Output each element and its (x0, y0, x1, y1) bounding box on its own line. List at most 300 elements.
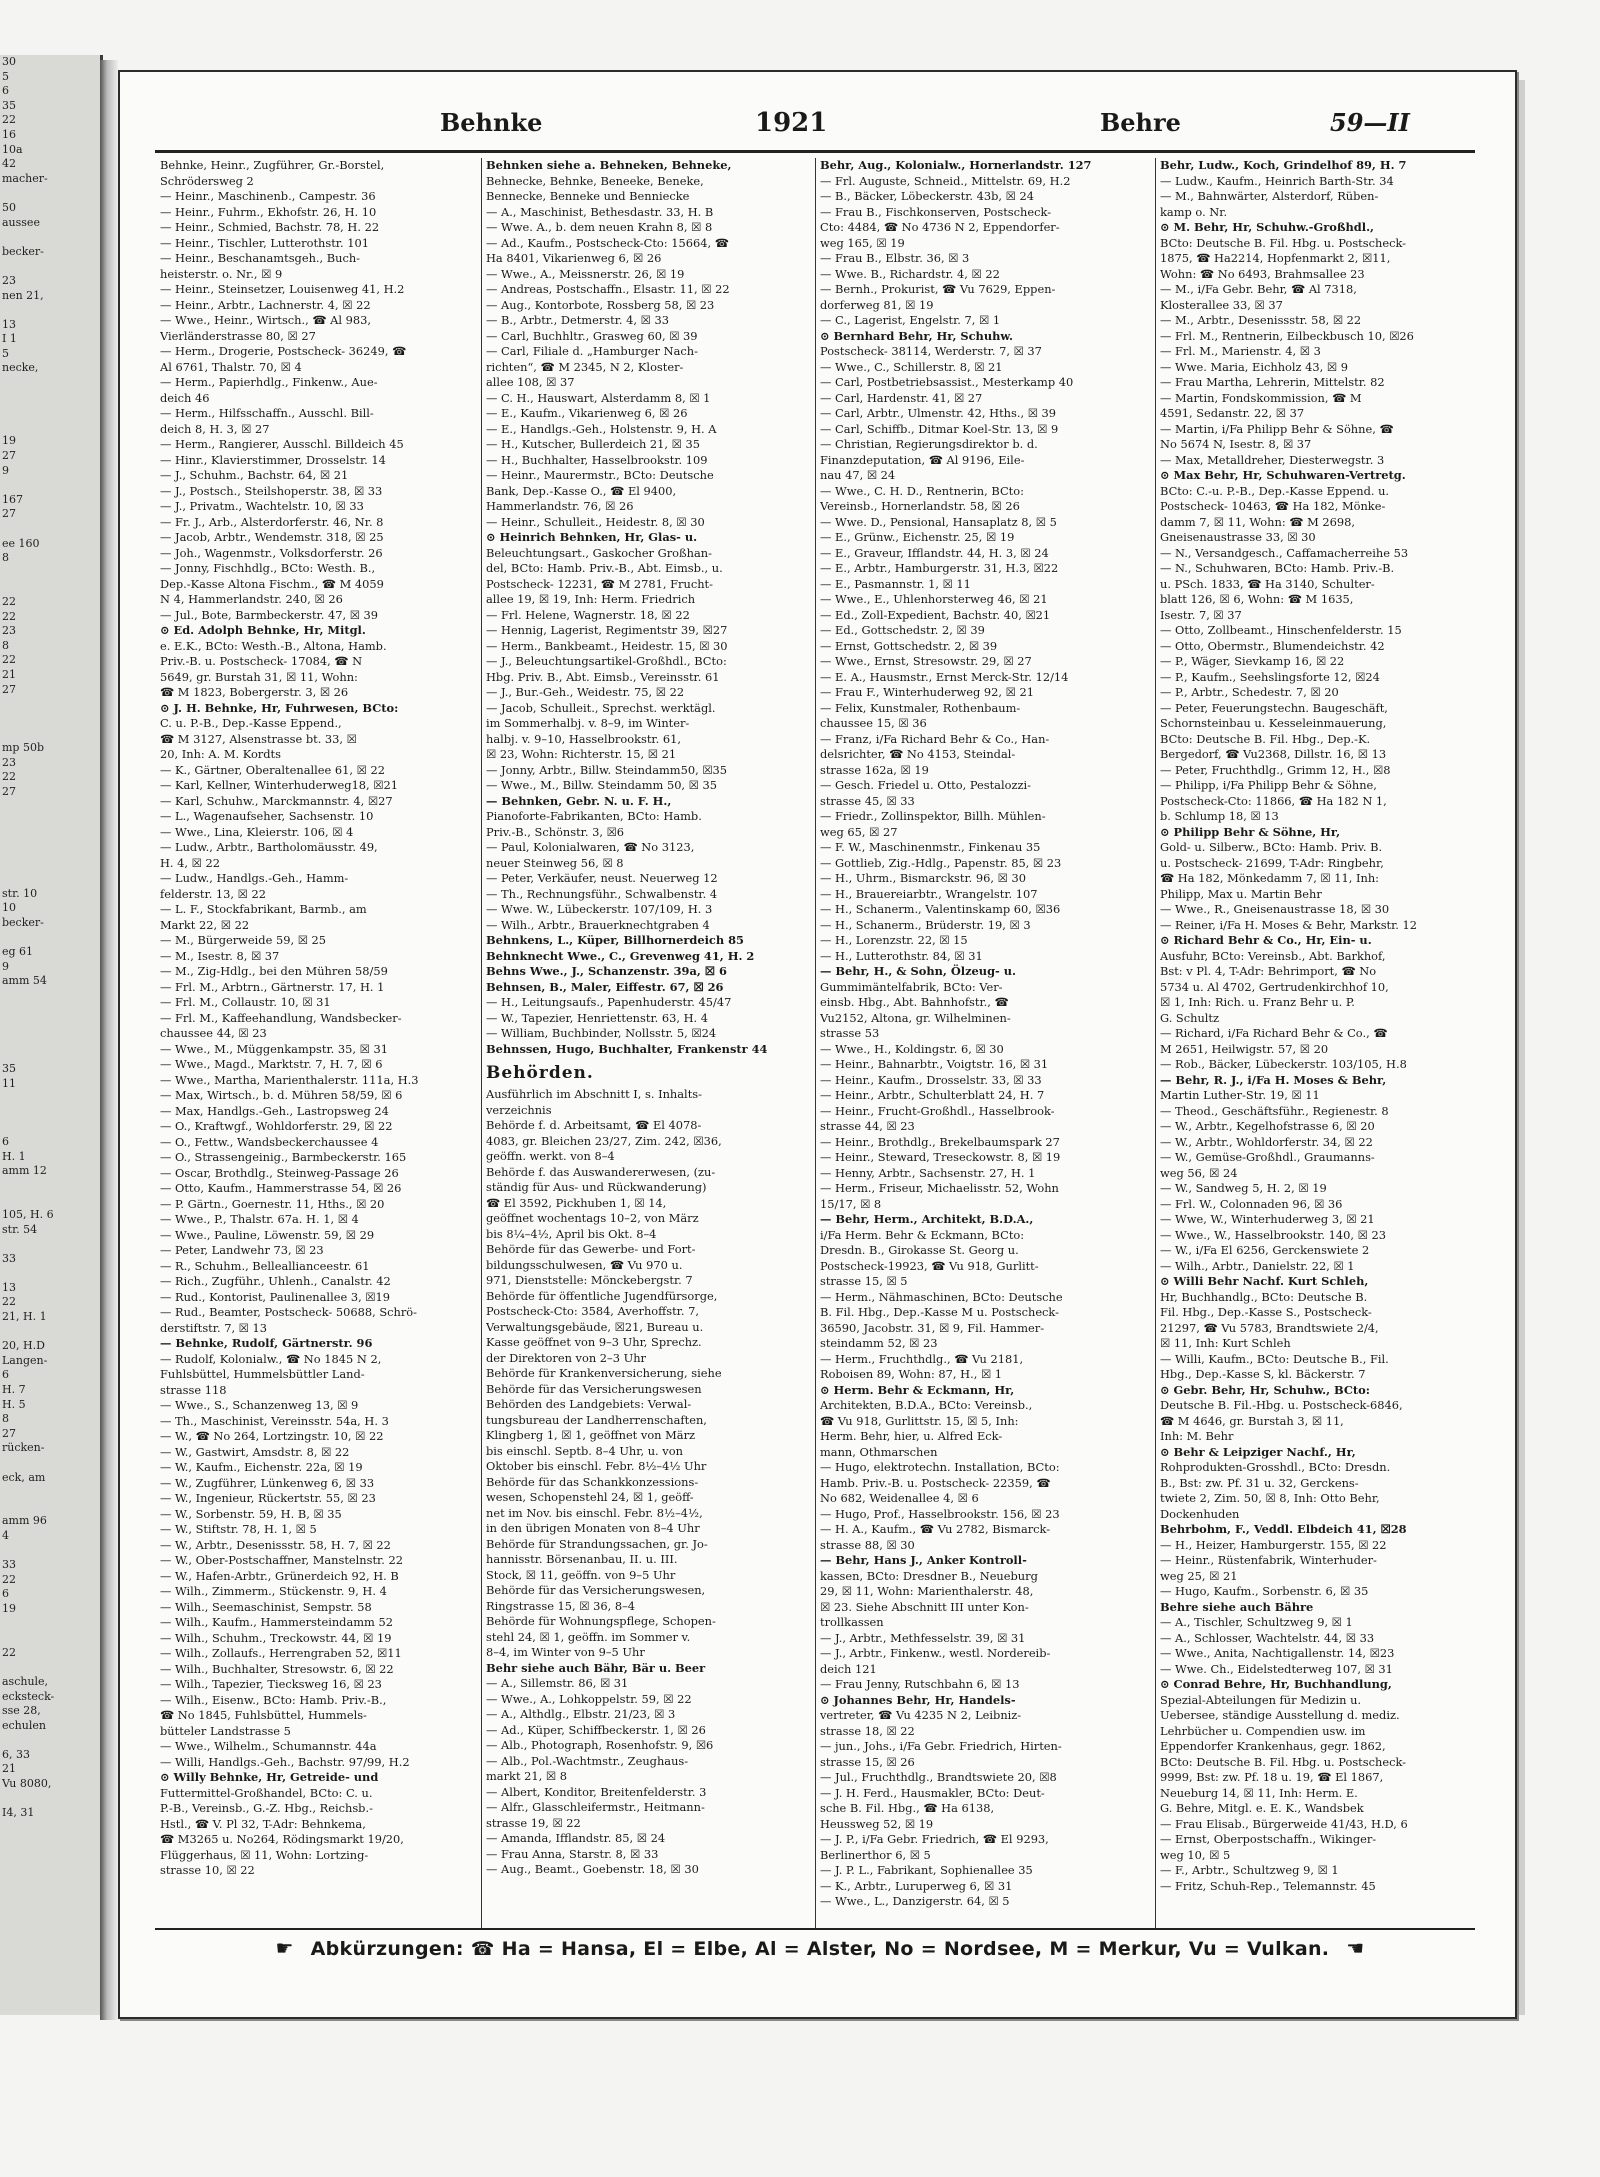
facing-page-fragment: mp 50b (2, 740, 45, 754)
directory-entry: Spezial-Abteilungen für Medizin u. (1160, 1692, 1362, 1707)
column-1 (160, 158, 478, 1928)
directory-entry: — Martin, Fondskommission, ☎ M (1160, 390, 1362, 405)
directory-entry: ☒ 11, Inh: Kurt Schleh (1160, 1336, 1291, 1350)
directory-entry: Behörde für Strandungssachen, gr. Jo- (486, 1536, 708, 1551)
directory-entry: strasse 44, ☒ 23 (820, 1119, 915, 1133)
facing-page-fragment: 22 (2, 1645, 16, 1659)
directory-entry: del, BCto: Hamb. Priv.-B., Abt. Eimsb., u. (486, 561, 723, 575)
directory-entry: 971, Dienststelle: Mönckebergstr. 7 (486, 1273, 693, 1287)
directory-entry: strasse 162a, ☒ 19 (820, 762, 929, 777)
directory-entry: Futtermittel-Großhandel, BCto: C. u. (160, 1785, 373, 1800)
directory-entry: — J., Bur.-Geh., Weidestr. 75, ☒ 22 (486, 685, 685, 699)
directory-entry: Dep.-Kasse Altona Fischm., ☎ M 4059 (160, 576, 384, 591)
facing-page-fragment: I 1 (2, 332, 17, 346)
directory-entry: BCto: Deutsche B. Fil. Hbg. u. Postscheck- (1160, 235, 1406, 250)
directory-entry: chaussee 44, ☒ 23 (160, 1026, 267, 1040)
facing-page-fragment (0, 1047, 100, 1062)
facing-page-fragment: 5 (2, 346, 9, 360)
directory-entry: — H., Heizer, Hamburgerstr. 155, ☒ 22 (1160, 1537, 1387, 1552)
directory-entry: Beleuchtungsart., Gaskocher Großhan- (486, 545, 712, 560)
book-gutter (100, 60, 118, 2020)
facing-page-fragment: 27 (2, 682, 16, 696)
directory-entry: ☎ M 1823, Bobergerstr. 3, ☒ 26 (160, 685, 349, 699)
directory-entry: — Max, Wirtsch., b. d. Mühren 58/59, ☒ 6 (160, 1088, 403, 1102)
directory-entry: — Wwe., Ernst, Stresowstr. 29, ☒ 27 (820, 654, 1032, 668)
facing-page-fragment: 10a (2, 142, 23, 156)
directory-entry: strasse 15, ☒ 5 (820, 1274, 908, 1288)
directory-entry: — Max, Metalldreher, Diesterwegstr. 3 (1160, 452, 1385, 467)
directory-entry: weg 65, ☒ 27 (820, 824, 898, 839)
directory-entry: — Wwe., H., Koldingstr. 6, ☒ 30 (820, 1041, 1004, 1056)
facing-page-fragment: 22 (2, 1295, 16, 1309)
directory-entry: Pianoforte-Fabrikanten, BCto: Hamb. (486, 809, 702, 823)
directory-entry: Neueburg 14, ☒ 11, Inh: Herm. E. (1160, 1785, 1358, 1800)
directory-entry: — Theod., Geschäftsführ., Regienestr. 8 (1160, 1103, 1389, 1118)
directory-entry: Behörde f. das Auswandererwesen, (zu- (486, 1164, 716, 1179)
facing-page-fragment: 6, 33 (2, 1747, 30, 1761)
directory-entry: — Frau Elisab., Bürgerweide 41/43, H.D, 6 (1160, 1816, 1408, 1831)
directory-entry: — Ludw., Kaufm., Heinrich Barth-Str. 34 (1160, 173, 1394, 188)
directory-entry: Postscheck-19923, ☎ Vu 918, Gurlitt- (820, 1258, 1039, 1273)
facing-page-fragment (0, 1325, 100, 1340)
directory-entry: — R., Schuhm., Belleallianceestr. 61 (160, 1258, 370, 1273)
directory-entry: — J. H. Ferd., Hausmakler, BCto: Deut- (820, 1785, 1045, 1800)
directory-entry: ⊙ Max Behr, Hr, Schuhwaren-Vertretg. (1160, 468, 1406, 482)
directory-entry: allee 19, ☒ 19, Inh: Herm. Friedrich (486, 592, 696, 606)
directory-entry: — W., Arbtr., Kegelhofstrasse 6, ☒ 20 (1160, 1119, 1375, 1133)
directory-entry: — H., Kutscher, Bullerdeich 21, ☒ 35 (486, 437, 700, 451)
directory-entry: — M., Bürgerweide 59, ☒ 25 (160, 933, 327, 947)
directory-entry: Oktober bis einschl. Febr. 8½–4½ Uhr (486, 1459, 707, 1473)
directory-entry: — Carl, Arbtr., Ulmenstr. 42, Hths., ☒ 39 (820, 406, 1057, 420)
facing-page-fragment (0, 1485, 100, 1500)
directory-entry: — Wilh., Arbtr., Danielstr. 22, ☒ 1 (1160, 1258, 1355, 1273)
directory-entry: — Willi, Handlgs.-Geh., Bachstr. 97/99, H.2 (160, 1754, 410, 1769)
directory-entry: — Albert, Konditor, Breitenfelderstr. 3 (486, 1784, 707, 1799)
directory-entry: — W., Gemüse-Großhdl., Graumanns- (1160, 1150, 1375, 1164)
directory-entry: chaussee 15, ☒ 36 (820, 716, 927, 730)
directory-entry: — Ernst, Gottschedstr. 2, ☒ 39 (820, 638, 998, 653)
directory-entry: C. u. P.-B., Dep.-Kasse Eppend., (160, 716, 342, 730)
directory-entry: einsb. Hbg., Abt. Bahnhofstr., ☎ (820, 995, 1009, 1009)
directory-entry: 8–4, im Winter von 9–5 Uhr (486, 1645, 645, 1659)
directory-entry: — W., Tapezier, Henriettenstr. 63, H. 4 (486, 1010, 709, 1025)
directory-entry: — Henny, Arbtr., Sachsenstr. 27, H. 1 (820, 1165, 1036, 1180)
directory-entry: — E., Arbtr., Hamburgerstr. 31, H.3, ☒22 (820, 561, 1059, 575)
directory-entry: stehl 24, ☒ 1, geöffn. im Sommer v. (486, 1629, 691, 1644)
directory-entry: — J. P. L., Fabrikant, Sophienallee 35 (820, 1863, 1033, 1877)
directory-entry: — O., Fettw., Wandsbeckerchaussee 4 (160, 1134, 379, 1149)
facing-page-fragment: 6 (2, 1587, 9, 1601)
facing-page-fragment: 23 (2, 624, 16, 638)
directory-entry: steindamm 52, ☒ 23 (820, 1336, 938, 1350)
directory-entry: ☎ Ha 182, Mönkedamm 7, ☒ 11, Inh: (1160, 871, 1380, 885)
directory-entry: strasse 45, ☒ 33 (820, 793, 915, 808)
facing-page-fragment: becker- (2, 916, 44, 930)
facing-page-fragment: 4 (2, 1528, 9, 1542)
directory-entry: G. Schultz (1160, 1010, 1220, 1025)
directory-entry: Philipp, Max u. Martin Behr (1160, 886, 1322, 901)
directory-entry: weg 25, ☒ 21 (1160, 1568, 1238, 1583)
directory-entry: — Heinr., Schulleit., Heidestr. 8, ☒ 30 (486, 514, 705, 529)
directory-entry: — Max, Handlgs.-Geh., Lastropsweg 24 (160, 1103, 389, 1118)
directory-entry: kassen, BCto: Dresdner B., Neueburg (820, 1568, 1038, 1583)
directory-entry: — Bernh., Prokurist, ☎ Vu 7629, Eppen- (820, 282, 1056, 296)
facing-page-fragment (0, 1631, 100, 1646)
facing-page-fragment: H. 1 (2, 1149, 26, 1163)
directory-entry: — Alfr., Glasschleifermstr., Heitmann- (486, 1800, 705, 1814)
directory-entry: Dresdn. B., Girokasse St. Georg u. (820, 1243, 1019, 1257)
directory-entry: Bst: v Pl. 4, T-Adr: Behrimport, ☎ No (1160, 964, 1377, 978)
directory-entry: — Wwe., S., Schanzenweg 13, ☒ 9 (160, 1398, 359, 1412)
directory-entry: b. Schlump 18, ☒ 13 (1160, 809, 1279, 823)
directory-entry: — Heinr., Maurermstr., BCto: Deutsche (486, 468, 714, 482)
directory-entry: ⊙ Philipp Behr & Söhne, Hr, (1160, 824, 1341, 839)
facing-page-strip (0, 55, 103, 2015)
directory-entry: Fil. Hbg., Dep.-Kasse S., Postscheck- (1160, 1305, 1372, 1319)
directory-entry: — Wilh., Seemaschinist, Sempstr. 58 (160, 1599, 372, 1614)
facing-page-fragment: 9 (2, 463, 9, 477)
directory-entry: — Philipp, i/Fa Philipp Behr & Söhne, (1160, 778, 1377, 792)
directory-entry: — W., Stiftstr. 78, H. 1, ☒ 5 (160, 1522, 317, 1536)
directory-entry: — Herm., Fruchthdlg., ☎ Vu 2181, (820, 1351, 1024, 1366)
facing-page-fragment: 105, H. 6 (2, 1207, 54, 1221)
directory-entry: Ha 8401, Vikarienweg 6, ☒ 26 (486, 251, 662, 265)
directory-entry: — H., Lutterothstr. 84, ☒ 31 (820, 948, 983, 963)
directory-entry: — E., Handlgs.-Geh., Holstenstr. 9, H. A (486, 421, 717, 436)
column-divider (815, 158, 816, 1928)
directory-entry: — Wwe., P., Thalstr. 67a. H. 1, ☒ 4 (160, 1212, 359, 1226)
facing-page-fragment (0, 1179, 100, 1194)
directory-entry: — Heinr., Beschanamtsgeh., Buch- (160, 251, 361, 265)
facing-page-fragment (0, 478, 100, 493)
directory-entry: ☎ Vu 918, Gurlittstr. 15, ☒ 5, Inh: (820, 1413, 1019, 1428)
directory-entry: — Wwe., Magd., Marktstr. 7, H. 7, ☒ 6 (160, 1057, 383, 1071)
facing-page-fragment: 27 (2, 507, 16, 521)
directory-entry: — P. Gärtn., Goernestr. 11, Hths., ☒ 20 (160, 1196, 385, 1211)
directory-entry: — B., Arbtr., Detmerstr. 4, ☒ 33 (486, 313, 669, 327)
facing-page-fragment (0, 1106, 100, 1121)
facing-page-fragment: 50 (2, 200, 16, 214)
directory-entry: — Otto, Obermstr., Blumendeichstr. 42 (1160, 638, 1385, 653)
directory-entry: Kasse geöffnet von 9–3 Uhr, Sprechz. (486, 1335, 702, 1349)
directory-entry: deich 121 (820, 1661, 877, 1676)
directory-entry: ⊙ Behr & Leipziger Nachf., Hr, (1160, 1444, 1356, 1459)
directory-entry: — J., Postsch., Steilshoperstr. 38, ☒ 33 (160, 483, 383, 498)
directory-entry: blatt 126, ☒ 6, Wohn: ☎ M 1635, (1160, 592, 1354, 606)
directory-entry: strasse 19, ☒ 22 (486, 1815, 581, 1830)
directory-entry: Behörde für das Schankkonzessions- (486, 1474, 699, 1489)
directory-entry: — Ad., Küper, Schiffbeckerstr. 1, ☒ 26 (486, 1722, 706, 1737)
directory-entry: — W., Arbtr., Desenissstr. 58, H. 7, ☒ 22 (160, 1537, 391, 1552)
facing-page-fragment: 6 (2, 1368, 9, 1382)
facing-page-fragment: amm 54 (2, 974, 47, 988)
directory-entry: — Herm., Bankbeamt., Heidestr. 15, ☒ 30 (486, 638, 728, 653)
directory-entry: — Joh., Wagenmstr., Volksdorferstr. 26 (160, 545, 383, 560)
directory-entry: geöffn. werkt. von 8–4 (486, 1149, 615, 1163)
directory-entry: der Direktoren von 2–3 Uhr (486, 1350, 646, 1365)
directory-entry: — Karl, Kellner, Winterhuderweg18, ☒21 (160, 778, 399, 792)
directory-entry: Behns Wwe., J., Schanzenstr. 39a, ☒ 6 (486, 964, 727, 978)
directory-entry: Stock, ☒ 11, geöffn. von 9–5 Uhr (486, 1567, 676, 1582)
directory-entry: Hbg. Priv. B., Abt. Eimsb., Vereinsstr. 61 (486, 669, 720, 684)
directory-entry: Hstl., ☎ V. Pl 32, T-Adr: Behnkema, (160, 1816, 366, 1831)
directory-entry: — Carl, Hardenstr. 41, ☒ 27 (820, 390, 983, 405)
facing-page-fragment: 16 (2, 127, 16, 141)
facing-page-fragment: necke, (2, 361, 39, 375)
facing-page-fragment: 22 (2, 609, 16, 623)
directory-entry: Verwaltungsgebäude, ☒21, Bureau u. (486, 1319, 704, 1334)
directory-entry: G. Behre, Mitgl. e. E. K., Wandsbek (1160, 1801, 1364, 1815)
header-year: 1921 (755, 108, 828, 138)
directory-entry: — Wwe., Wilhelm., Schumannstr. 44a (160, 1739, 377, 1753)
directory-entry: Behörde für Krankenversicherung, siehe (486, 1366, 722, 1380)
directory-entry: — Herm., Papierhdlg., Finkenw., Aue- (160, 375, 378, 389)
facing-page-fragment (0, 931, 100, 946)
directory-entry: — Wilh., Zimmerm., Stückenstr. 9, H. 4 (160, 1584, 387, 1598)
directory-entry: hannisstr. Börsenanbau, II. u. III. (486, 1552, 678, 1566)
directory-entry: — W., Zugführer, Lünkenweg 6, ☒ 33 (160, 1475, 375, 1490)
directory-entry: — Wilh., Zollaufs., Herrengraben 52, ☒11 (160, 1646, 402, 1660)
directory-entry: weg 165, ☒ 19 (820, 235, 905, 250)
directory-entry: — Wwe. Ch., Eidelstedterweg 107, ☒ 31 (1160, 1661, 1393, 1676)
directory-entry: Priv.-B. u. Postscheck- 17084, ☎ N (160, 654, 363, 668)
directory-entry: weg 10, ☒ 5 (1160, 1847, 1231, 1862)
directory-entry: — Jacob, Arbtr., Wendemstr. 318, ☒ 25 (160, 530, 384, 544)
directory-entry: — Peter, Fruchthdlg., Grimm 12, H., ☒8 (1160, 762, 1391, 777)
directory-entry: — P., Kaufm., Seehslingsforte 12, ☒24 (1160, 669, 1380, 684)
directory-entry: 20, Inh: A. M. Kordts (160, 747, 281, 761)
directory-entry: — W., Arbtr., Wohldorferstr. 34, ☒ 22 (1160, 1134, 1373, 1149)
facing-page-fragment: 23 (2, 273, 16, 287)
directory-entry: ständig für Aus- und Rückwanderung) (486, 1180, 707, 1194)
facing-page-fragment: 27 (2, 449, 16, 463)
directory-entry: ☎ No 1845, Fuhlsbüttel, Hummels- (160, 1708, 367, 1722)
directory-entry: — Hugo, Kaufm., Sorbenstr. 6, ☒ 35 (1160, 1584, 1369, 1598)
directory-entry: — Ed., Zoll-Expedient, Bachstr. 40, ☒21 (820, 607, 1051, 622)
directory-entry: — W., Ober-Postschaffner, Manstelnstr. 22 (160, 1553, 403, 1567)
directory-entry: — H., Buchhalter, Hasselbrookstr. 109 (486, 452, 708, 467)
directory-entry: — Wilh., Arbtr., Brauerknechtgraben 4 (486, 917, 710, 932)
directory-entry: 9999, Bst: zw. Pf. 18 u. 19, ☎ El 1867, (1160, 1770, 1384, 1784)
directory-entry: bildungsschulwesen, ☎ Vu 970 u. (486, 1257, 683, 1272)
directory-entry: Isestr. 7, ☒ 37 (1160, 607, 1242, 622)
directory-entry: — Heinr., Fuhrm., Ekhofstr. 26, H. 10 (160, 204, 377, 219)
facing-page-fragment (0, 828, 100, 843)
directory-entry: ☎ M 3127, Alsenstrasse bt. 33, ☒ (160, 731, 357, 746)
directory-entry: — Frl. W., Colonnaden 96, ☒ 36 (1160, 1196, 1343, 1211)
directory-entry: derstiftstr. 7, ☒ 13 (160, 1320, 268, 1335)
directory-entry: — O., Strassengeinig., Barmbeckerstr. 165 (160, 1150, 407, 1164)
directory-entry: Heussweg 52, ☒ 19 (820, 1816, 934, 1831)
directory-entry: Postscheck-Cto: 11866, ☎ Ha 182 N 1, (1160, 793, 1387, 808)
facing-page-fragment: sse 28, (2, 1704, 41, 1718)
directory-entry: nau 47, ☒ 24 (820, 468, 896, 482)
header-right-keyword: Behre (1100, 108, 1181, 137)
directory-entry: — Wwe. D., Pensional, Hansaplatz 8, ☒ 5 (820, 514, 1057, 529)
directory-entry: BCto: Deutsche B. Fil. Hbg., Dep.-K. (1160, 731, 1371, 746)
directory-entry: Priv.-B., Schönstr. 3, ☒6 (486, 824, 625, 839)
directory-entry: — Wwe., R., Gneisenaustrasse 18, ☒ 30 (1160, 902, 1390, 916)
directory-entry: Hbg., Dep.-Kasse S, kl. Bäckerstr. 7 (1160, 1367, 1366, 1381)
directory-entry: — Hinr., Klavierstimmer, Drosselstr. 14 (160, 452, 386, 467)
facing-page-fragment (0, 303, 100, 318)
directory-entry: — Wwe., Martha, Marienthalerstr. 111a, H.3 (160, 1072, 419, 1087)
facing-page-fragment (0, 1792, 100, 1807)
directory-entry: — E., Pasmannstr. 1, ☒ 11 (820, 576, 971, 591)
facing-page-fragment: 27 (2, 1426, 16, 1440)
directory-entry: — J., Arbtr., Methfesselstr. 39, ☒ 31 (820, 1630, 1026, 1645)
facing-page-fragment (0, 1733, 100, 1748)
directory-entry: — Ludw., Handlgs.-Geh., Hamm- (160, 871, 349, 885)
directory-entry: 29, ☒ 11, Wohn: Marienthalerstr. 48, (820, 1584, 1034, 1598)
directory-entry: No 682, Weidenallee 4, ☒ 6 (820, 1491, 979, 1505)
directory-entry: — A., Althdlg., Elbstr. 21/23, ☒ 3 (486, 1707, 676, 1721)
pointing-hand-icon: ☛ (275, 1936, 294, 1960)
directory-entry: — Frau F., Winterhuderweg 92, ☒ 21 (820, 685, 1034, 699)
directory-entry: Hamb. Priv.-B. u. Postscheck- 22359, ☎ (820, 1475, 1051, 1490)
directory-entry: — Ed., Gottschedstr. 2, ☒ 39 (820, 623, 985, 637)
directory-entry: — Frl. Helene, Wagnerstr. 18, ☒ 22 (486, 607, 690, 622)
directory-entry: Schrödersweg 2 (160, 173, 254, 188)
directory-entry: ⊙ M. Behr, Hr, Schuhw.-Großhdl., (1160, 220, 1375, 234)
facing-page-fragment (0, 858, 100, 873)
directory-entry: — Peter, Verkäufer, neust. Neuerweg 12 (486, 871, 718, 885)
directory-entry: Al 6761, Thalstr. 70, ☒ 4 (160, 359, 302, 374)
column-divider (1155, 158, 1156, 1928)
directory-entry: — Rob., Bäcker, Lübeckerstr. 103/105, H.8 (1160, 1057, 1407, 1071)
directory-entry: — P., Arbtr., Schedestr. 7, ☒ 20 (1160, 685, 1339, 699)
directory-entry: Postscheck- 38114, Werderstr. 7, ☒ 37 (820, 344, 1042, 358)
directory-entry: ⊙ Ed. Adolph Behnke, Hr, Mitgl. (160, 623, 366, 637)
facing-page-fragment (0, 1660, 100, 1675)
facing-page-fragment: 22 (2, 594, 16, 608)
directory-entry: — Wwe., C. H. D., Rentnerin, BCto: (820, 483, 1024, 498)
directory-entry: Schornsteinbau u. Kesseleinmauerung, (1160, 716, 1387, 730)
directory-entry: — Rud., Beamter, Postscheck- 50688, Schrö- (160, 1305, 418, 1319)
directory-entry: — Herm., Nähmaschinen, BCto: Deutsche (820, 1289, 1063, 1304)
directory-entry: — Wwe., M., Müggenkampstr. 35, ☒ 31 (160, 1041, 388, 1056)
directory-entry: ⊙ J. H. Behnke, Hr, Fuhrwesen, BCto: (160, 700, 399, 715)
footer-rule (155, 1928, 1475, 1930)
directory-entry: — E., Graveur, Ifflandstr. 44, H. 3, ☒ 24 (820, 545, 1049, 560)
directory-entry: felderstr. 13, ☒ 22 (160, 886, 266, 901)
facing-page-fragment (0, 843, 100, 858)
directory-entry: — Rich., Zugführ., Uhlenh., Canalstr. 42 (160, 1274, 391, 1288)
directory-entry: u. Postscheck- 21699, T-Adr: Ringbehr, (1160, 855, 1384, 870)
directory-entry: — Hugo, elektrotechn. Installation, BCto: (820, 1460, 1060, 1474)
directory-entry: Behörden des Landgebiets: Verwal- (486, 1397, 692, 1411)
facing-page-fragment: aschule, (2, 1674, 49, 1688)
facing-page-fragment (0, 712, 100, 727)
directory-entry: 4083, gr. Bleichen 23/27, Zim. 242, ☒36, (486, 1133, 722, 1148)
directory-entry: — Ad., Kaufm., Postscheck-Cto: 15664, ☎ (486, 235, 729, 250)
directory-entry: Roboisen 89, Wohn: 87, H., ☒ 1 (820, 1367, 1003, 1381)
directory-entry: N 4, Hammerlandstr. 240, ☒ 26 (160, 592, 343, 606)
directory-entry: — Wwe., L., Danzigerstr. 64, ☒ 5 (820, 1894, 1010, 1908)
facing-page-fragment: 19 (2, 1601, 16, 1615)
facing-page-fragment: 5 (2, 69, 9, 83)
directory-entry: strasse 18, ☒ 22 (820, 1723, 915, 1738)
directory-entry: — Christian, Regierungsdirektor b. d. (820, 437, 1038, 451)
directory-entry: — Karl, Schuhw., Marckmannstr. 4, ☒27 (160, 793, 393, 808)
directory-entry: Fuhlsbüttel, Hummelsbüttler Land- (160, 1367, 365, 1381)
directory-entry: — Wwe., Anita, Nachtigallenstr. 14, ☒23 (1160, 1646, 1395, 1660)
directory-entry: 4591, Sedanstr. 22, ☒ 37 (1160, 406, 1305, 420)
directory-entry: bis 8¼–4½, April bis Okt. 8–4 (486, 1226, 657, 1241)
directory-entry: — jun., Johs., i/Fa Gebr. Friedrich, Hirten- (820, 1739, 1062, 1753)
directory-entry: Markt 22, ☒ 22 (160, 917, 250, 932)
column-divider (481, 158, 482, 1928)
directory-entry: — Frl. Auguste, Schneid., Mittelstr. 69, H.2 (820, 173, 1071, 188)
directory-entry: — W., Gastwirt, Amsdstr. 8, ☒ 22 (160, 1444, 350, 1459)
directory-entry: — Rud., Kontorist, Paulinenallee 3, ☒19 (160, 1289, 391, 1304)
directory-entry: in den übrigen Monaten von 8–4 Uhr (486, 1521, 700, 1535)
directory-entry: ☒ 23. Siehe Abschnitt III unter Kon- (820, 1599, 1029, 1614)
directory-entry: Inh: M. Behr (1160, 1429, 1234, 1443)
directory-entry: Behr siehe auch Bähr, Bär u. Beer (486, 1660, 706, 1675)
directory-entry: — N., Schuhwaren, BCto: Hamb. Priv.-B. (1160, 561, 1395, 575)
facing-page-fragment: 27 (2, 784, 16, 798)
directory-entry: — Frl. M., Collaustr. 10, ☒ 31 (160, 995, 331, 1009)
directory-entry: Ausführlich im Abschnitt I, s. Inhalts- (486, 1087, 702, 1101)
facing-page-fragment (0, 814, 100, 829)
facing-page-fragment (0, 1120, 100, 1135)
directory-entry: Lehrbücher u. Compendien usw. im (1160, 1723, 1366, 1738)
directory-entry: — Wilh., Schuhm., Treckowstr. 44, ☒ 19 (160, 1630, 392, 1645)
facing-page-fragment (0, 1617, 100, 1632)
directory-entry: — Heinr., Maschinenb., Campestr. 36 (160, 189, 376, 203)
facing-page-fragment: nen 21, (2, 288, 44, 302)
directory-entry: Wohn: ☎ No 6493, Brahmsallee 23 (1160, 266, 1365, 281)
directory-entry: e. E.K., BCto: Westh.-B., Altona, Hamb. (160, 638, 387, 653)
directory-entry: Behnknecht Wwe., C., Grevenweg 41, H. 2 (486, 948, 755, 963)
directory-entry: — Behr, R. J., i/Fa H. Moses & Behr, (1160, 1072, 1387, 1087)
directory-entry: — F., Arbtr., Schultzweg 9, ☒ 1 (1160, 1863, 1339, 1877)
directory-entry: — M., Bahnwärter, Alsterdorf, Rüben- (1160, 189, 1379, 203)
facing-page-fragment (0, 186, 100, 201)
facing-page-fragment: 20, H.D (2, 1339, 45, 1353)
directory-entry: Klingberg 1, ☒ 1, geöffnet von März (486, 1428, 696, 1442)
directory-entry: B. Fil. Hbg., Dep.-Kasse M u. Postscheck- (820, 1305, 1059, 1319)
directory-entry: Hr, Buchhandlg., BCto: Deutsche B. (1160, 1289, 1368, 1304)
directory-entry: u. PSch. 1833, ☎ Ha 3140, Schulter- (1160, 576, 1375, 591)
directory-entry: Gold- u. Silberw., BCto: Hamb. Priv. B. (1160, 840, 1383, 854)
facing-page-fragment: 35 (2, 1061, 16, 1075)
directory-entry: Behörde für öffentliche Jugendfürsorge, (486, 1288, 718, 1303)
facing-page-fragment: amm 96 (2, 1514, 47, 1528)
facing-page-fragment (0, 391, 100, 406)
directory-entry: 21297, ☎ Vu 5783, Brandtswiete 2/4, (1160, 1320, 1379, 1335)
directory-entry: — Frau Anna, Starstr. 8, ☒ 33 (486, 1846, 659, 1861)
directory-entry: Behörde für das Versicherungswesen, (486, 1583, 706, 1597)
directory-entry: — J., Schuhm., Bachstr. 64, ☒ 21 (160, 468, 349, 482)
facing-page-fragment: 6 (2, 1134, 9, 1148)
directory-entry: — Herm., Rangierer, Ausschl. Billdeich 45 (160, 437, 404, 451)
directory-entry: — Peter, Feuerungstechn. Baugeschäft, (1160, 700, 1388, 715)
directory-entry: — W., Ingenieur, Rückertstr. 55, ☒ 23 (160, 1491, 376, 1505)
directory-entry: Flüggerhaus, ☒ 11, Wohn: Lortzing- (160, 1847, 369, 1862)
directory-entry: ☎ El 3592, Pickhuben 1, ☒ 14, (486, 1195, 667, 1210)
facing-page-fragment: 8 (2, 1412, 9, 1426)
directory-entry: — H., Uhrm., Bismarckstr. 96, ☒ 30 (820, 871, 1026, 885)
facing-page-fragment (0, 1018, 100, 1033)
directory-entry: — Heinr., Bahnarbtr., Voigtstr. 16, ☒ 31 (820, 1057, 1049, 1071)
directory-entry: — Fritz, Schuh-Rep., Telemannstr. 45 (1160, 1878, 1376, 1893)
directory-entry: — W., Hafen-Arbtr., Grünerdeich 92, H. B (160, 1568, 399, 1583)
page-number: 59—II (1330, 108, 1410, 137)
abbreviations-footer (160, 1936, 1480, 1966)
